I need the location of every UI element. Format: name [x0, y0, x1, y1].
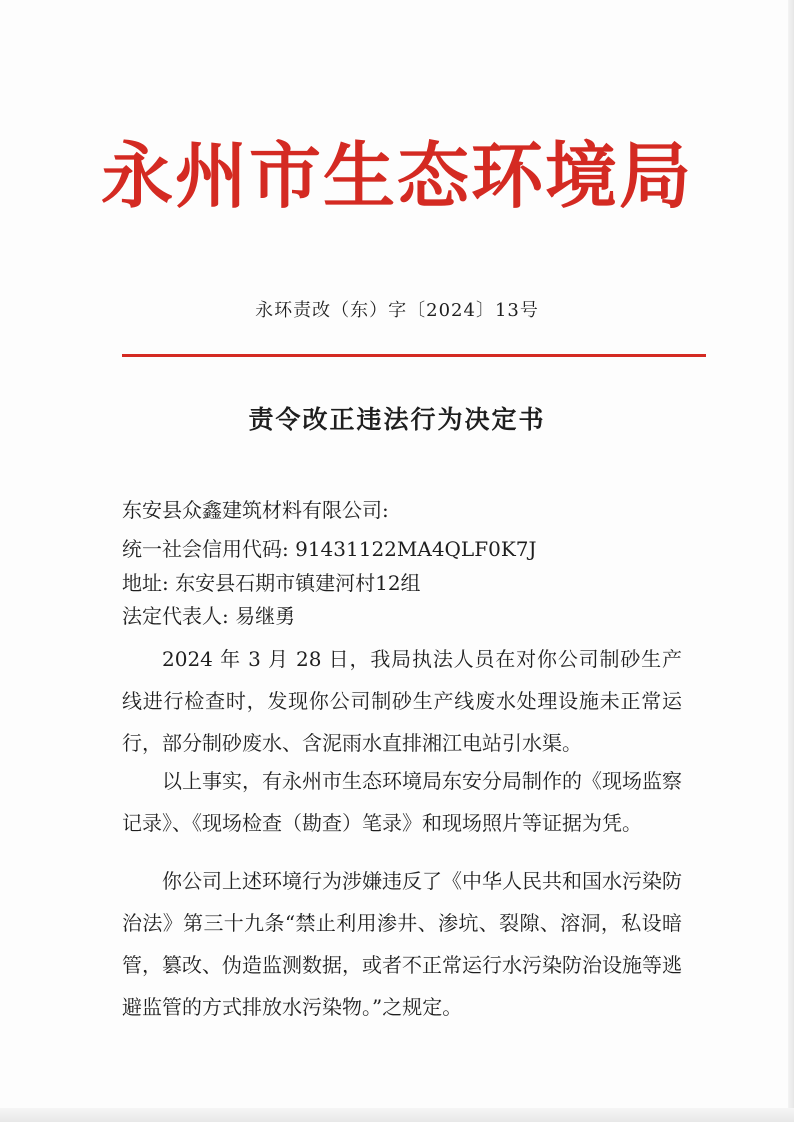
credit-code-line: 统一社会信用代码: 91431122MA4QLF0K7J	[122, 537, 537, 561]
letterhead-red-rule	[122, 354, 706, 357]
scan-edge-shadow	[788, 0, 794, 1122]
paragraph-text: 以上事实，有永州市生态环境局东安分局制作的《现场监察记录》、《现场检查（勘查）笔录》和现场照片等证据为凭。	[122, 769, 682, 835]
recipient-line: 东安县众鑫建筑材料有限公司:	[122, 498, 389, 522]
body-paragraph-violation	[122, 860, 682, 1028]
letterhead-agency-name: 永州市生态环境局	[100, 133, 693, 218]
body-paragraph-facts	[122, 638, 682, 764]
document-number: 永环责改（东）字〔2024〕13号	[255, 300, 539, 321]
legal-representative-line: 法定代表人: 易继勇	[122, 604, 296, 628]
paragraph-text: 你公司上述环境行为涉嫌违反了《中华人民共和国水污染防治法》第三十九条“禁止利用渗井、渗坑、裂隙、溶洞，私设暗管，篡改、伪造监测数据，或者不正常运行水污染防治设施等逃避监管的方式排放水污染物。”之规定。	[122, 869, 682, 1019]
paragraph-text: 2024 年 3 月 28 日，我局执法人员在对你公司制砂生产线进行检查时，发现你公司制砂生产线废水处理设施未正常运行，部分制砂废水、含泥雨水直排湘江电站引水渠。	[122, 647, 682, 755]
body-paragraph-evidence	[122, 760, 682, 844]
document-title: 责令改正违法行为决定书	[248, 405, 546, 434]
address-line: 地址: 东安县石期市镇建河村12组	[122, 571, 421, 595]
scan-bottom-shadow	[0, 1108, 794, 1122]
